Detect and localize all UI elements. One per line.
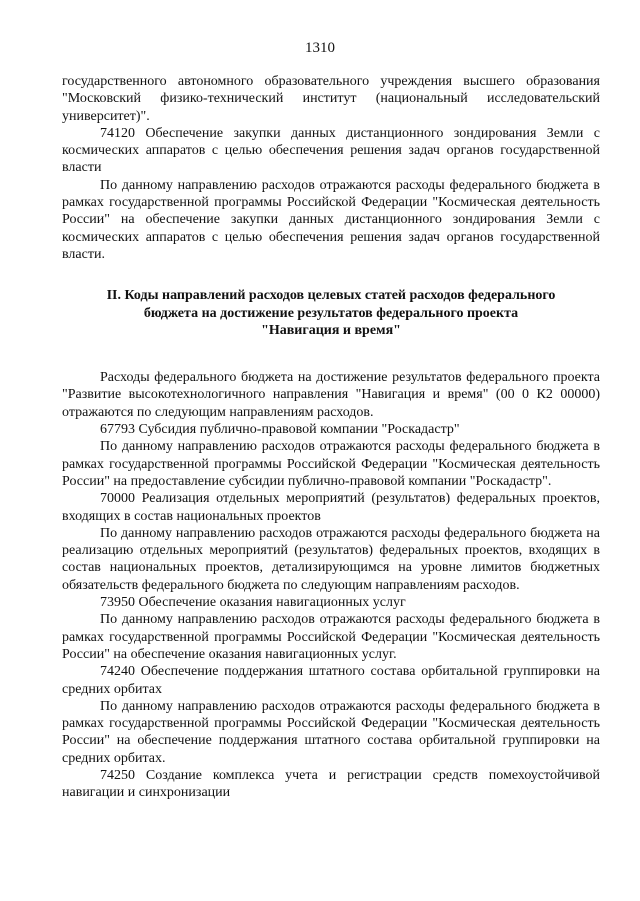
paragraph: государственного автономного образовательного учреждения высшего образования "Московский физико-технический институт (национальный исследовательский университет)". xyxy=(62,74,600,124)
section-heading-line: II. Коды направлений расходов целевых статей расходов федерального xyxy=(106,288,556,304)
page-number: 1310 xyxy=(305,40,335,56)
expense-code-title: 74240 Обеспечение поддержания штатного состава орбитальной группировки на средних орбитах xyxy=(62,664,600,697)
expense-code-title: 70000 Реализация отдельных мероприятий (результатов) федеральных проектов, входящих в состав национальных проектов xyxy=(62,491,600,524)
paragraph: Расходы федерального бюджета на достижение результатов федерального проекта "Развитие высокотехнологичного направления "Навигация и время" (00 0 К2 00000) отражаются по следующим направлениям расходов. xyxy=(62,370,600,420)
expense-code-title: 74120 Обеспечение закупки данных дистанционного зондирования Земли с космических аппаратов с целью обеспечения решения задач органов государственной власти xyxy=(62,125,600,176)
expense-code-title: 67793 Субсидия публично-правовой компании "Роскадастр" xyxy=(100,422,460,438)
document-body xyxy=(62,73,600,802)
paragraph: По данному направлению расходов отражаются расходы федерального бюджета в рамках государственной программы Российской Федерации "Космическая деятельность России" на обеспечение оказания навигационных услуг. xyxy=(62,612,600,662)
section-heading-line: бюджета на достижение результатов федерального проекта xyxy=(143,305,519,321)
expense-code-title: 74250 Создание комплекса учета и регистрации средств помехоустойчивой навигации и синхронизации xyxy=(62,767,600,801)
paragraph: По данному направлению расходов отражаются расходы федерального бюджета в рамках государственной программы Российской Федерации "Космическая деятельность России" на обеспечение поддержания штатного состава орбитальной группировки на средних орбитах. xyxy=(62,698,600,766)
expense-code-title: 73950 Обеспечение оказания навигационных услуг xyxy=(100,595,406,611)
paragraph: По данному направлению расходов отражаются расходы федерального бюджета в рамках государственной программы Российской Федерации "Космическая деятельность России" на предоставление субсидии публично-правовой компании "Роскадастр". xyxy=(62,439,600,489)
section-heading-line: "Навигация и время" xyxy=(261,322,401,338)
paragraph: По данному направлению расходов отражаются расходы федерального бюджета на реализацию отдельных мероприятий (результатов) федеральных проектов, входящих в состав национальных проектов, детализирующимся на уровне лимитов бюджетных обязательств федерального бюджета по следующим направлениям расходов. xyxy=(62,525,600,593)
paragraph: По данному направлению расходов отражаются расходы федерального бюджета в рамках государственной программы Российской Федерации "Космическая деятельность России" на обеспечение закупки данных дистанционного зондирования Земли с космических аппаратов с целью обеспечения решения задач органов государственной власти. xyxy=(62,177,600,262)
section-heading xyxy=(62,287,600,339)
